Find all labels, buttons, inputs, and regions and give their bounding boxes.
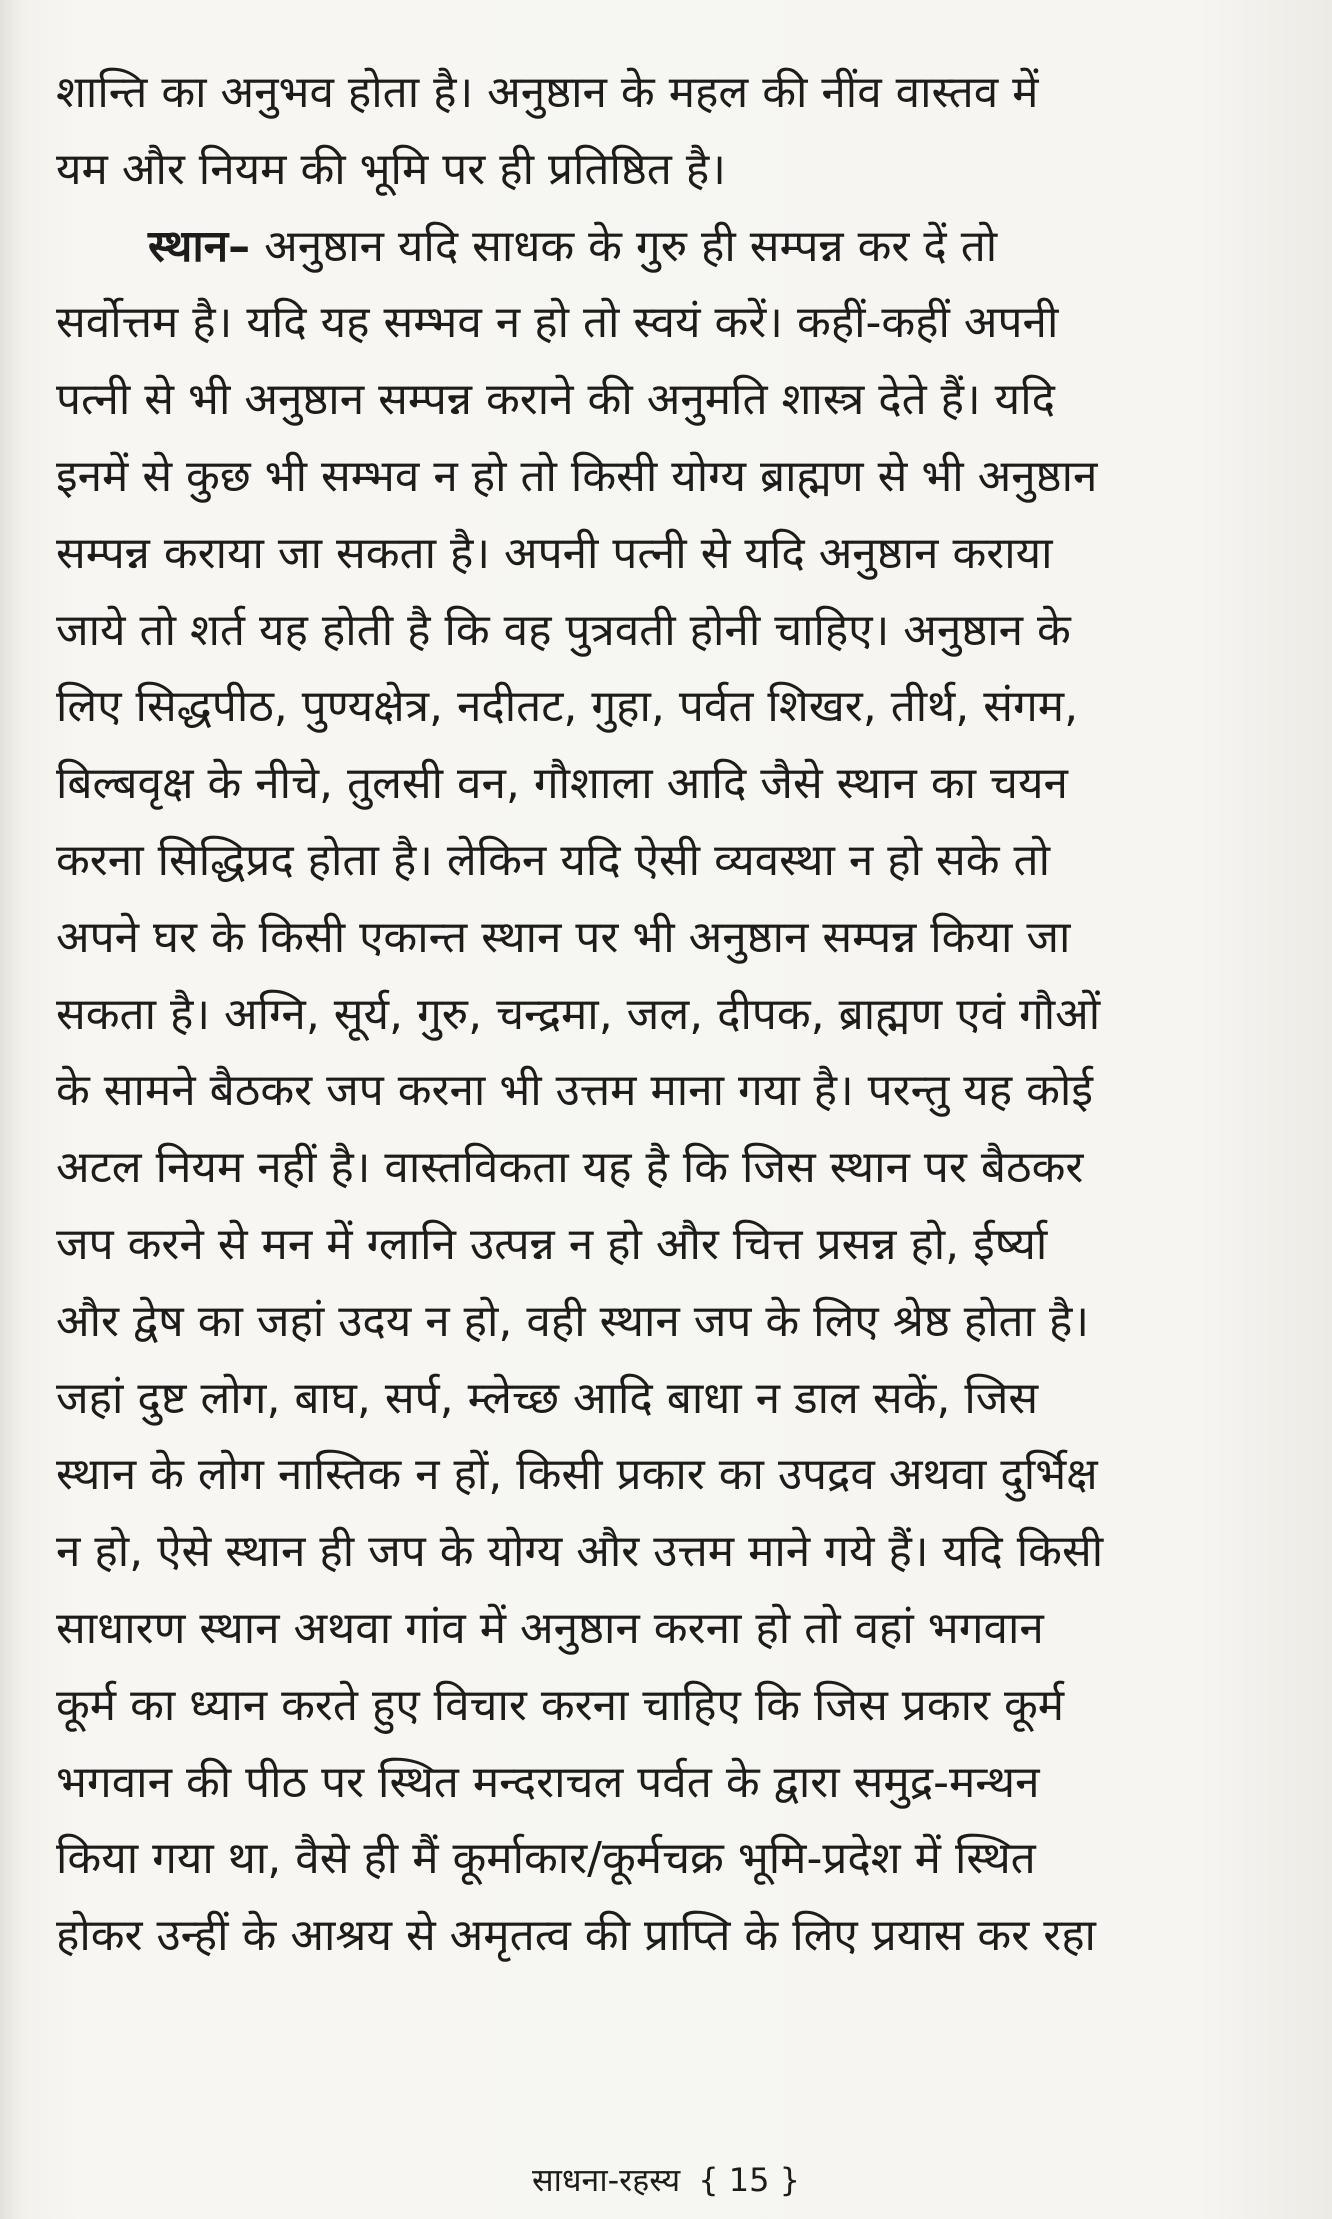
text-line: पत्नी से भी अनुष्ठान सम्पन्न कराने की अनुमति शास्त्र देते हैं। यदि [56,374,1055,426]
text-line: और द्वेष का जहां उदय न हो, वही स्थान जप के लिए श्रेष्ठ होता है। [56,1295,1090,1347]
text-line: शान्ति का अनुभव होता है। अनुष्ठान के महल की नींव वास्तव में [56,67,1039,118]
page-spine-shadow [0,0,22,2219]
section-heading-line [56,209,1276,286]
body-text [56,55,1276,1975]
text-line: बिल्बवृक्ष के नीचे, तुलसी वन, गौशाला आदि जैसे स्थान का चयन [56,758,1068,810]
text-line: के सामने बैठकर जप करना भी उत्तम माना गया है। परन्तु यह कोई [56,1065,1093,1117]
text-line: अटल नियम नहीं है। वास्तविकता यह है कि जिस स्थान पर बैठकर [56,1142,1084,1194]
text-line: सम्पन्न कराया जा सकता है। अपनी पत्नी से यदि अनुष्ठान कराया [56,527,1053,579]
text-line: जाये तो शर्त यह होती है कि वह पुत्रवती होनी चाहिए। अनुष्ठान के [56,604,1071,656]
text-line: जप करने से मन में ग्लानि उत्पन्न न हो और चित्त प्रसन्न हो, ईर्ष्या [56,1218,1048,1270]
text-line: इनमें से कुछ भी सम्भव न हो तो किसी योग्य ब्राह्मण से भी अनुष्ठान [56,450,1098,502]
text-line: यम और नियम की भूमि पर ही प्रतिष्ठित है। [56,143,726,195]
text-line: भगवान की पीठ पर स्थित मन्दराचल पर्वत के द्वारा समुद्र-मन्थन [56,1756,1040,1808]
text-line: सर्वोत्तम है। यदि यह सम्भव न हो तो स्वयं करें। कहीं-कहीं अपनी [56,297,1059,349]
text-line: जहां दुष्ट लोग, बाघ, सर्प, म्लेच्छ आदि बाधा न डाल सकें, जिस [56,1372,1039,1424]
text-line: करना सिद्धिप्रद होता है। लेकिन यदि ऐसी व्यवस्था न हो सके तो [56,834,1050,886]
text-line: साधारण स्थान अथवा गांव में अनुष्ठान करना हो तो वहां भगवान [56,1602,1044,1654]
text-line: होकर उन्हीं के आश्रय से अमृतत्व की प्राप्ति के लिए प्रयास कर रहा [56,1910,1096,1962]
text-line: अपने घर के किसी एकान्त स्थान पर भी अनुष्ठान सम्पन्न किया जा [56,911,1071,963]
text-line: कूर्म का ध्यान करते हुए विचार करना चाहिए कि जिस प्रकार कूर्म [56,1679,1065,1731]
heading-line-text: अनुष्ठान यदि साधक के गुरु ही सम्पन्न कर दें तो [250,220,998,272]
page-footer [0,2160,1332,2200]
text-line: लिए सिद्धपीठ, पुण्यक्षेत्र, नदीतट, गुहा, पर्वत शिखर, तीर्थ, संगम, [56,681,1079,733]
page-number: { 15 } [698,2161,801,2199]
section-heading: स्थान– [148,220,251,272]
text-line: न हो, ऐसे स्थान ही जप के योग्य और उत्तम माने गये हैं। यदि किसी [56,1526,1104,1578]
text-line: किया गया था, वैसे ही मैं कूर्माकार/कूर्मचक्र भूमि-प्रदेश में स्थित [56,1833,1036,1885]
text-line: स्थान के लोग नास्तिक न हों, किसी प्रकार का उपद्रव अथवा दुर्भिक्ष [56,1449,1098,1501]
book-title: साधना-रहस्य [531,2161,681,2199]
text-line: सकता है। अग्नि, सूर्य, गुरु, चन्द्रमा, जल, दीपक, ब्राह्मण एवं गौओं [56,988,1101,1040]
